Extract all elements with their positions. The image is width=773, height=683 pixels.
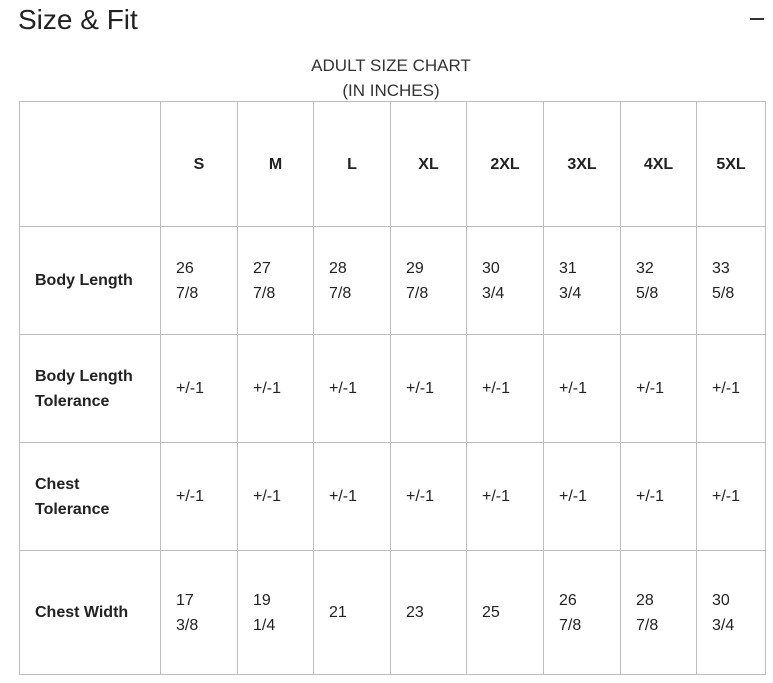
measurement-cell — [391, 335, 467, 443]
measurement-whole: +/-1 — [406, 488, 435, 505]
measurement-fraction: 7/8 — [176, 284, 199, 302]
size-header-5xl: 5XL — [697, 102, 766, 227]
measurement-cell — [314, 335, 391, 443]
measurement-whole: 28 — [329, 259, 347, 277]
measurement-whole: +/-1 — [712, 488, 741, 505]
measurement-cell — [621, 551, 697, 675]
measurement-cell — [621, 443, 697, 551]
measurement-whole: 32 — [636, 259, 654, 277]
size-chart-units: (IN INCHES) — [342, 81, 440, 100]
measurement-cell — [238, 443, 314, 551]
measurement-fraction: 7/8 — [636, 616, 659, 634]
measurement-cell — [161, 335, 238, 443]
measurement-fraction: 5/8 — [636, 284, 659, 302]
measurement-cell — [161, 551, 238, 675]
corner-cell — [20, 102, 161, 227]
measurement-whole: +/-1 — [176, 488, 205, 505]
measurement-whole: +/-1 — [482, 380, 511, 397]
measurement-cell — [697, 335, 766, 443]
measurement-whole: +/-1 — [329, 380, 358, 397]
measurement-fraction: 3/4 — [559, 284, 582, 302]
measurement-whole: +/-1 — [712, 380, 741, 397]
row-label: Chest Tolerance — [20, 443, 161, 551]
size-header-s: S — [161, 102, 238, 227]
measurement-whole: 33 — [712, 259, 730, 277]
size-header-2xl: 2XL — [467, 102, 544, 227]
measurement-cell — [238, 551, 314, 675]
measurement-whole: 25 — [482, 604, 500, 621]
measurement-fraction: 7/8 — [329, 284, 352, 302]
table-row — [20, 227, 766, 335]
size-header-4xl: 4XL — [621, 102, 697, 227]
measurement-whole: +/-1 — [636, 380, 665, 397]
minus-icon — [750, 18, 764, 20]
measurement-fraction: 1/4 — [253, 616, 276, 634]
measurement-whole: 30 — [482, 259, 500, 277]
measurement-cell — [621, 227, 697, 335]
row-label: Body Length — [20, 227, 161, 335]
measurement-fraction: 3/4 — [482, 284, 505, 302]
measurement-fraction: 7/8 — [559, 616, 582, 634]
measurement-cell — [161, 443, 238, 551]
measurement-cell — [621, 335, 697, 443]
measurement-cell — [391, 443, 467, 551]
measurement-fraction: 3/4 — [712, 616, 735, 634]
measurement-cell — [467, 551, 544, 675]
measurement-whole: 29 — [406, 259, 424, 277]
size-table-body — [20, 227, 766, 675]
size-chart-caption — [290, 53, 492, 103]
measurement-whole: 26 — [176, 259, 194, 277]
size-chart-title: ADULT SIZE CHART — [311, 56, 471, 75]
row-label: Chest Width — [20, 551, 161, 675]
measurement-whole: +/-1 — [636, 488, 665, 505]
measurement-cell — [544, 335, 621, 443]
measurement-cell — [161, 227, 238, 335]
measurement-whole: 23 — [406, 604, 424, 621]
table-row — [20, 443, 766, 551]
table-row — [20, 551, 766, 675]
size-header-m: M — [238, 102, 314, 227]
measurement-whole: 27 — [253, 259, 271, 277]
section-title: Size & Fit — [18, 4, 138, 35]
measurement-fraction: 7/8 — [253, 284, 276, 302]
collapse-toggle-button[interactable] — [742, 6, 768, 32]
measurement-cell — [544, 443, 621, 551]
measurement-whole: 28 — [636, 591, 654, 609]
measurement-cell — [314, 227, 391, 335]
measurement-cell — [238, 335, 314, 443]
measurement-cell — [697, 551, 766, 675]
size-header-xl: XL — [391, 102, 467, 227]
measurement-whole: +/-1 — [559, 380, 588, 397]
row-label: Body Length Tolerance — [20, 335, 161, 443]
measurement-cell — [697, 227, 766, 335]
measurement-cell — [544, 227, 621, 335]
measurement-cell — [467, 227, 544, 335]
measurement-fraction: 3/8 — [176, 616, 199, 634]
measurement-whole: +/-1 — [253, 488, 282, 505]
size-header-row — [20, 102, 766, 227]
measurement-whole: 19 — [253, 591, 271, 609]
measurement-cell — [238, 227, 314, 335]
measurement-whole: +/-1 — [482, 488, 511, 505]
measurement-whole: +/-1 — [329, 488, 358, 505]
measurement-cell — [391, 551, 467, 675]
measurement-cell — [314, 443, 391, 551]
measurement-cell — [467, 443, 544, 551]
measurement-cell — [314, 551, 391, 675]
measurement-cell — [467, 335, 544, 443]
size-chart-table — [19, 101, 766, 675]
measurement-cell — [544, 551, 621, 675]
measurement-whole: +/-1 — [253, 380, 282, 397]
measurement-whole: +/-1 — [406, 380, 435, 397]
table-row — [20, 335, 766, 443]
measurement-whole: +/-1 — [176, 380, 205, 397]
measurement-fraction: 5/8 — [712, 284, 735, 302]
size-header-l: L — [314, 102, 391, 227]
size-header-3xl: 3XL — [544, 102, 621, 227]
measurement-whole: 17 — [176, 591, 194, 609]
measurement-whole: 30 — [712, 591, 730, 609]
measurement-whole: 26 — [559, 591, 577, 609]
measurement-whole: 31 — [559, 259, 577, 277]
measurement-fraction: 7/8 — [406, 284, 429, 302]
measurement-cell — [697, 443, 766, 551]
measurement-whole: +/-1 — [559, 488, 588, 505]
measurement-whole: 21 — [329, 604, 347, 621]
measurement-cell — [391, 227, 467, 335]
